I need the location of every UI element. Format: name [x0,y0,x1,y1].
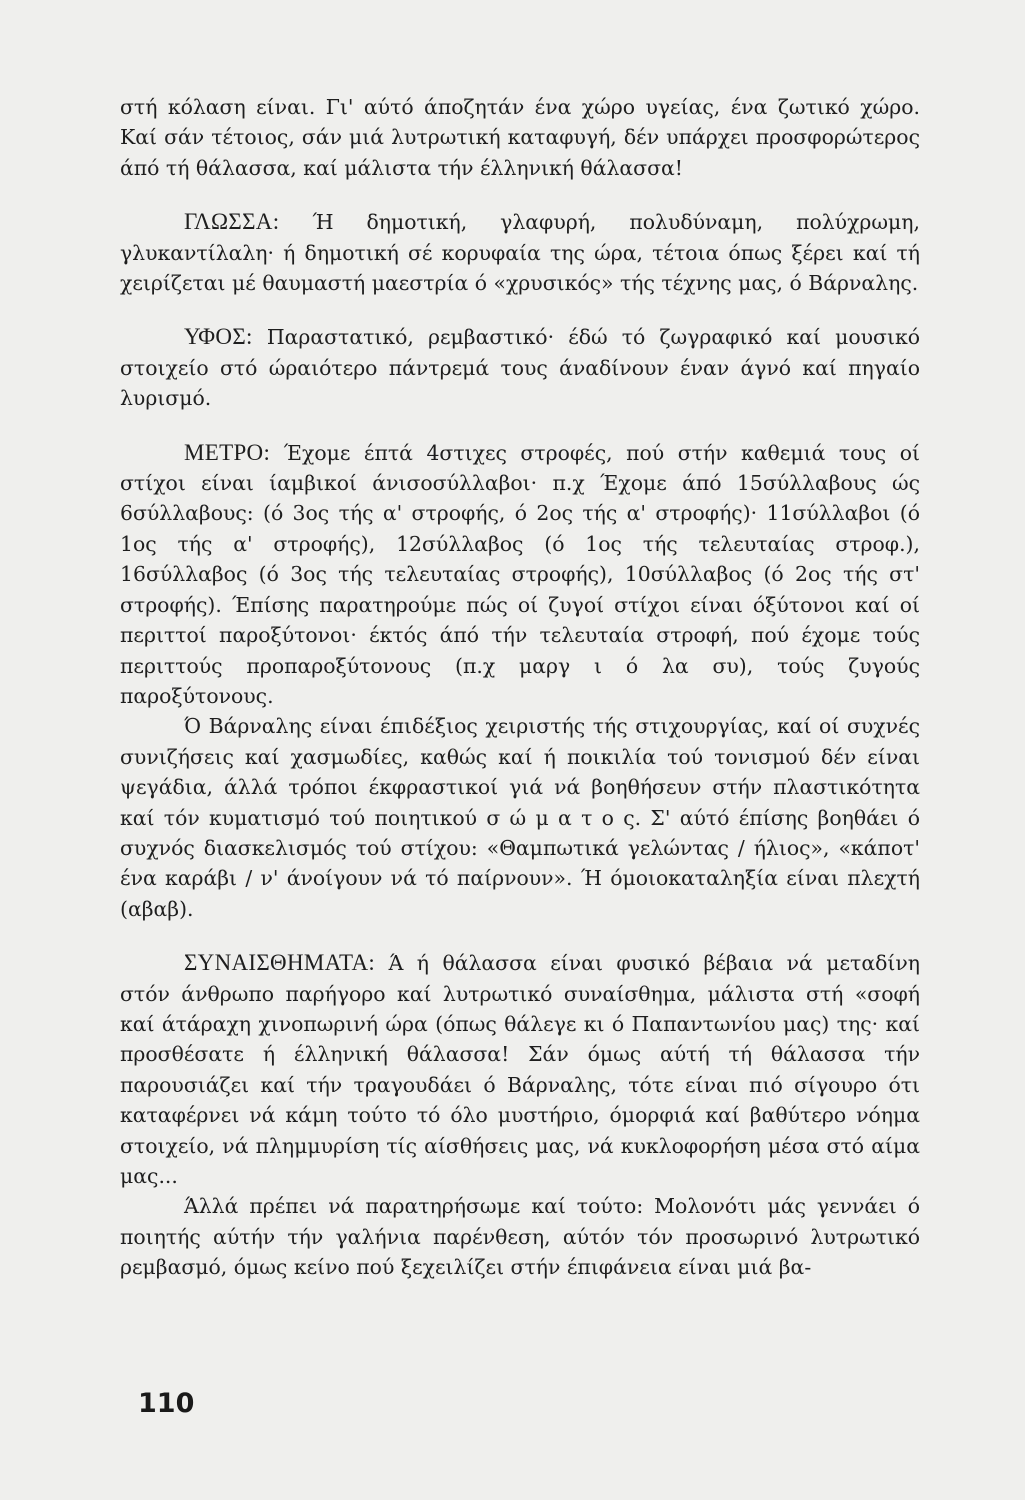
paragraph-continuation: στή κόλαση είναι. Γι' αύτό άποζητάν ένα χώρο υγείας, ένα ζωτικό χώρο. Καί σάν τέτοιος, σάν μιά λυτρωτική καταφυγή, δέν υπάρχει προσφορώτερος άπό τή θάλασσα, καί μάλιστα τήν έλληνική θάλασσα! [120,95,920,180]
paragraph-versification: Ό Βάρναλης είναι έπιδέξιος χειριστής τής στιχουργίας, καί οί συχνές συνιζήσεις καί χασμωδίες, καθώς καί ή ποικιλία τού τονισμού δέν είναι ψεγάδια, άλλά τρόποι έκφραστικοί γιά νά βοηθήσευν στήν πλαστικότητα καί τόν κυματισμό τού ποιητικού σ ώ μ α τ ο ς. Σ' αύτό έπίσης βοηθάει ό συχνός διασκελισμός τού στίχου: «Θαμπωτικά γελώντας / ήλιος», «κάποτ' ένα καράβι / ν' άνοίγουν νά τό παίρνουν». Ή όμοιοκαταληξία είναι πλεχτή (αβαβ). [120,714,920,921]
section-heading-meter: ΜΕΤΡΟ: [184,439,271,465]
paragraph-meter [120,438,920,712]
body-text [120,92,920,1283]
paragraph-language [120,207,920,298]
page-number: 110 [138,1388,195,1419]
paragraph-language-text: Ή δημοτική, γλαφυρή, πολυδύναμη, πολύχρωμη, γλυκαντίλαλη· ή δημοτική σέ κορυφαία της ώρα, τέτοια όπως ξέρει καί τή χειρίζεται μέ θαυμαστή μαεστρία ό «χρυσικός» τής τέχνης μας, ό Βάρναλης. [120,210,920,296]
section-heading-feelings: ΣΥΝΑΙΣΘΗΜΑΤΑ: [184,950,376,976]
section-heading-style: ΥΦΟΣ: [184,324,253,350]
paragraph-closing: Άλλά πρέπει νά παρατηρήσωμε καί τούτο: Μολονότι μάς γεννάει ό ποιητής αύτήν τήν γαλήνια παρένθεση, αύτόν τόν προσωρινό λυτρωτικό ρεμβασμό, όμως κείνο πού ξεχειλίζει στήν έπιφάνεια είναι μιά βα- [120,1194,920,1280]
paragraph-style-text: Παραστατικό, ρεμβαστικό· έδώ τό ζωγραφικό καί μουσικό στοιχείο στό ώραιότερο πάντρεμά τους άναδίνουν έναν άγνό καί πηγαίο λυρισμό. [120,325,920,411]
paragraph-meter-text: Έχομε έπτά 4στιχες στροφές, πού στήν καθεμιά τους οί στίχοι είναι ίαμβικοί άνισοσύλλαβοι· π.χ Έχομε άπό 15σύλλαβους ώς 6σύλλαβους: (ό 3ος τής α' στροφής, ό 2ος τής α' στροφής)· 11σύλλαβοι (ό 1ος τής α' στροφής), 12σύλλαβος (ό 1ος τής τελευταίας στροφ.), 16σύλλαβος (ό 3ος τής τελευταίας στροφής), 10σύλλαβος (ό 2ος τής στ' στροφής). Έπίσης παρατηρούμε πώς οί ζυγοί στίχοι είναι όξύτονοι καί οί περιττοί παροξύτονοι· έκτός άπό τήν τελευταία στροφή, πού έχομε τούς περιττούς προπαροξύτονους (π.χ μαργ ι ό λα συ), τούς ζυγούς παροξύτονους. [120,440,920,708]
paragraph-feelings-text: Ά ή θάλασσα είναι φυσικό βέβαια νά μεταδίνη στόν άνθρωπο παρήγορο καί λυτρωτικό συναίσθημα, μάλιστα στή «σοφή καί άτάραχη χινοπωρινή ώρα (όπως θάλεγε κι ό Παπαντωνίου μας) της· καί προσθέσατε ή έλληνική θάλασσα! Σάν όμως αύτή τή θάλασσα τήν παρουσιάζει καί τήν τραγουδάει ό Βάρναλης, τότε είναι πιό σίγουρο ότι καταφέρνει νά κάμη τούτο τό όλο μυστήριο, όμορφιά καί βαθύτερο νόημα στοιχείο, νά πλημμυρίση τίς αίσθήσεις μας, νά κυκλοφορήση μέσα στό αίμα μας... [120,951,920,1188]
section-heading-language: ΓΛΩΣΣΑ: [184,209,280,235]
paragraph-feelings [120,948,920,1191]
paragraph-style [120,322,920,413]
